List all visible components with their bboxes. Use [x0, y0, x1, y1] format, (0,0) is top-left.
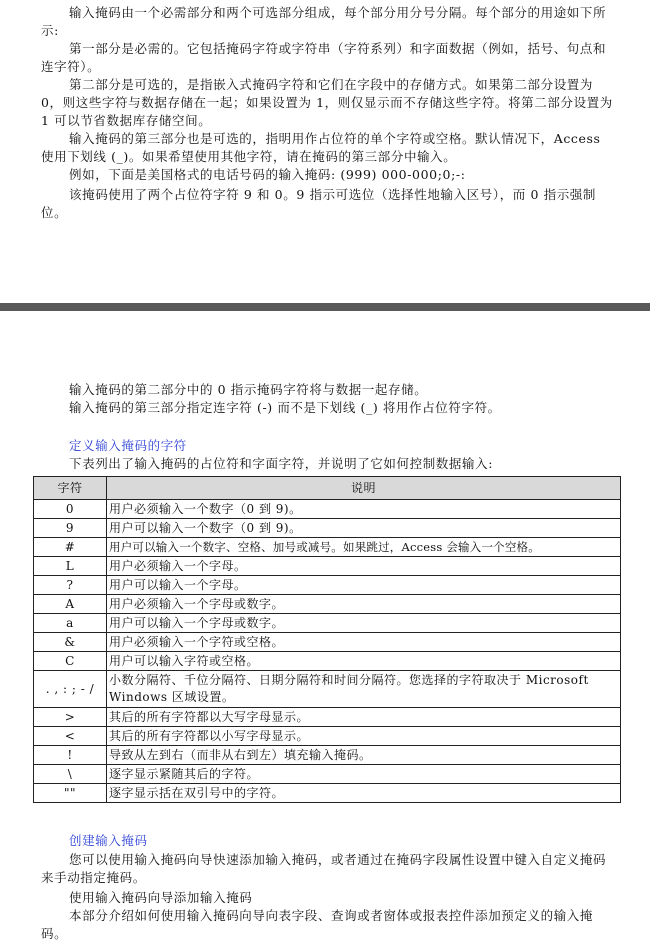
- table-row: [34, 538, 621, 557]
- paragraph-part3: 输入掩码的第三部分也是可选的，指明用作占位符的单个字符或空格。默认情况下，Access 使用下划线 (_)。如果希望使用其他字符，请在掩码的第三部分中输入。: [41, 131, 601, 164]
- intro-line-2: 输入掩码的第三部分指定连字符 (-) 而不是下划线 (_) 将用作占位符字符。: [69, 400, 501, 415]
- cell-desc: 用户必须输入一个字符或空格。: [107, 633, 621, 652]
- table-row: [34, 746, 621, 765]
- table-row: [34, 614, 621, 633]
- header-desc: 说明: [107, 477, 621, 500]
- intro-line-1: 输入掩码的第二部分中的 0 指示掩码字符将与数据一起存储。: [69, 382, 428, 397]
- page-divider: [0, 303, 650, 311]
- table-row: [34, 557, 621, 576]
- cell-desc: 其后的所有字符都以小写字母显示。: [107, 727, 621, 746]
- cell-char: !: [34, 746, 107, 765]
- table-row: [34, 708, 621, 727]
- closing-paragraph-1: 您可以使用输入掩码向导快速添加输入掩码，或者通过在掩码字段属性设置中键入自定义掩码来手动指定掩码。: [41, 852, 607, 885]
- cell-char: \: [34, 765, 107, 784]
- cell-desc: 逐字显示括在双引号中的字符。: [107, 784, 621, 803]
- cell-desc: 用户可以输入一个字母或数字。: [107, 614, 621, 633]
- cell-char: . , : ; - /: [34, 671, 107, 708]
- cell-char: 0: [34, 500, 107, 519]
- cell-desc: 逐字显示紧随其后的字符。: [107, 765, 621, 784]
- table-row: [34, 576, 621, 595]
- paragraph-part1: 第一部分是必需的。它包括掩码字符或字符串（字符系列）和字面数据（例如，括号、句点和连字符）。: [41, 41, 607, 74]
- table-row: [34, 652, 621, 671]
- paragraph-part2: 第二部分是可选的，是指嵌入式掩码字符和它们在字段中的存储方式。如果第二部分设置为 0，则这些字符与数据存储在一起；如果设置为 1，则仅显示而不存储这些字符。将第二部分设置为 1 可以节省数据库存储空间。: [41, 77, 613, 128]
- cell-desc: 用户必须输入一个字母或数字。: [107, 595, 621, 614]
- section-heading-create-mask: 创建输入掩码: [69, 833, 148, 848]
- cell-char: a: [34, 614, 107, 633]
- cell-char: L: [34, 557, 107, 576]
- table-intro: 下表列出了输入掩码的占位符和字面字符，并说明了它如何控制数据输入:: [69, 456, 494, 471]
- paragraph-intro: 输入掩码由一个必需部分和两个可选部分组成，每个部分用分号分隔。每个部分的用途如下所示:: [41, 5, 607, 38]
- table-row: [34, 633, 621, 652]
- paragraph-explanation: 该掩码使用了两个占位符字符 9 和 0。9 指示可选位（选择性地输入区号），而 0 指示强制位。: [41, 187, 597, 220]
- cell-desc: 用户必须输入一个字母。: [107, 557, 621, 576]
- table-row: [34, 595, 621, 614]
- section-heading-define-chars: 定义输入掩码的字符: [69, 438, 187, 453]
- cell-char: 9: [34, 519, 107, 538]
- table-row: [34, 519, 621, 538]
- table-row: [34, 500, 621, 519]
- closing-paragraph-3: 本部分介绍如何使用输入掩码向导向表字段、查询或者窗体或报表控件添加预定义的输入掩码。: [41, 908, 594, 941]
- cell-char: A: [34, 595, 107, 614]
- cell-char: >: [34, 708, 107, 727]
- cell-char: "": [34, 784, 107, 803]
- cell-desc: 用户可以输入一个数字（0 到 9)。: [107, 519, 621, 538]
- mask-characters-table: [33, 476, 621, 803]
- table-row: [34, 784, 621, 803]
- cell-desc: 用户可以输入一个字母。: [107, 576, 621, 595]
- cell-char: <: [34, 727, 107, 746]
- cell-desc: 用户必须输入一个数字（0 到 9)。: [107, 500, 621, 519]
- cell-char: C: [34, 652, 107, 671]
- closing-paragraph-2: 使用输入掩码向导添加输入掩码: [69, 890, 253, 905]
- table-header-row: [34, 477, 621, 500]
- cell-char: ?: [34, 576, 107, 595]
- cell-char: &: [34, 633, 107, 652]
- table-row: [34, 671, 621, 708]
- cell-char: #: [34, 538, 107, 557]
- table-row: [34, 727, 621, 746]
- table-row: [34, 765, 621, 784]
- cell-desc: 用户可以输入字符或空格。: [107, 652, 621, 671]
- paragraph-example: 例如，下面是美国格式的电话号码的输入掩码: (999) 000-000;0;-:: [69, 167, 466, 182]
- cell-desc: 用户可以输入一个数字、空格、加号或减号。如果跳过，Access 会输入一个空格。: [107, 538, 621, 557]
- cell-desc: 导致从左到右（而非从右到左）填充输入掩码。: [107, 746, 621, 765]
- cell-desc: 其后的所有字符都以大写字母显示。: [107, 708, 621, 727]
- cell-desc: 小数分隔符、千位分隔符、日期分隔符和时间分隔符。您选择的字符取决于 Microsoft Windows 区域设置。: [107, 671, 621, 708]
- header-char: 字符: [34, 477, 107, 500]
- page-top-section: [0, 0, 650, 300]
